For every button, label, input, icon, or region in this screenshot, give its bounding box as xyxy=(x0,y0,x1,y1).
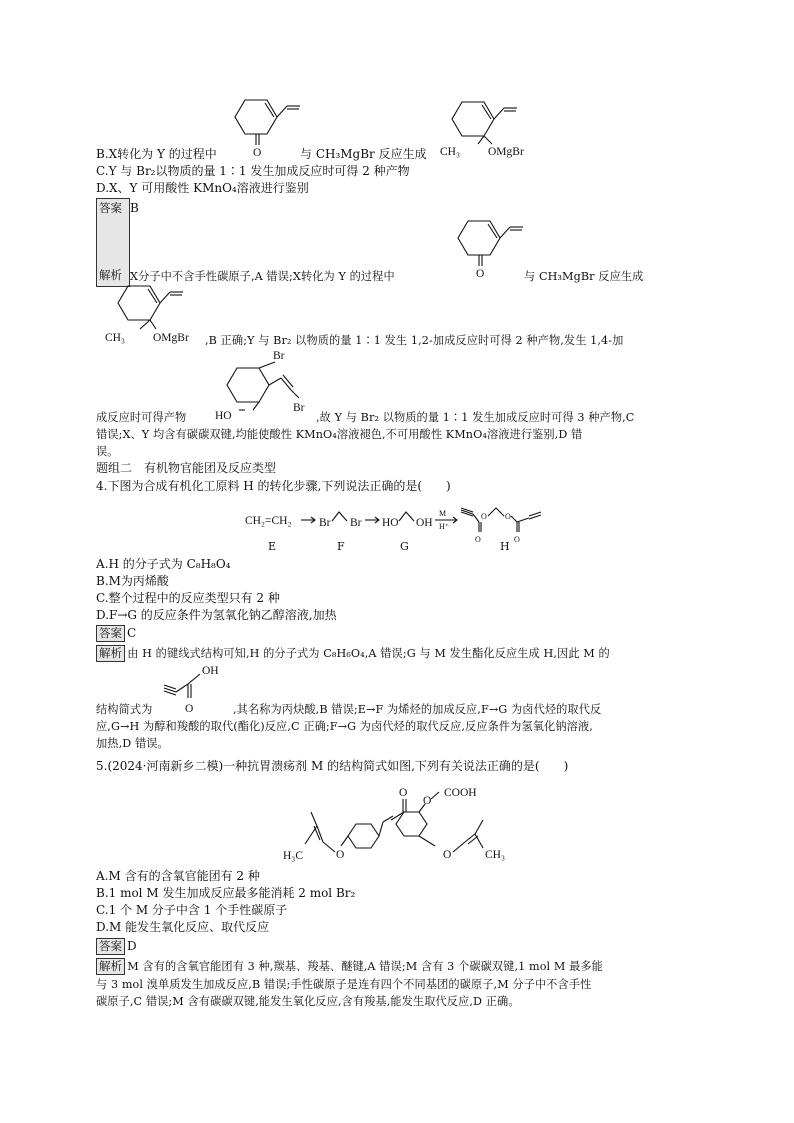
compound-e-formula: CH₂=CH₂ xyxy=(245,515,292,527)
svg-text:O: O xyxy=(481,512,487,521)
q3-answer: B xyxy=(130,201,139,215)
q4-option-b: B.M为丙烯酸 xyxy=(96,574,169,588)
q4-reaction-scheme xyxy=(243,494,543,554)
q5-answer: D xyxy=(127,939,137,953)
q5-answer-line xyxy=(96,938,137,955)
q3-explanation-4: 错误;X、Y 均含有碳碳双键,均能使酸性 KMnO₄溶液褪色,不可用酸性 KMnO₄溶液进行鉴别,D 错 xyxy=(96,428,583,441)
svg-text:Br: Br xyxy=(319,517,331,529)
q4-option-c: C.整个过程中的反应类型只有 2 种 xyxy=(96,591,280,605)
svg-text:O: O xyxy=(423,795,432,807)
q3-explanation-3a: 成反应时可得产物 xyxy=(96,411,187,424)
q5-option-d: D.M 能发生氧化反应、取代反应 xyxy=(96,920,270,934)
q3-option-c: C.Y 与 Br₂以物质的量 1∶1 发生加成反应时可得 2 种产物 xyxy=(96,164,410,178)
group-2-title: 题组二 有机物官能团及反应类型 xyxy=(96,461,277,475)
svg-text:OH: OH xyxy=(416,517,433,529)
svg-text:O: O xyxy=(336,849,345,861)
q5-explanation-3: 碳原子,C 错误;M 含有碳碳双键,能发生氧化反应,含有羧基,能发生取代反应,D 正确。 xyxy=(96,995,520,1008)
q4-option-a: A.H 的分子式为 C₈H₈O₄ xyxy=(96,557,231,571)
grignard-adduct-structure-2 xyxy=(100,284,210,344)
q5-option-b: B.1 mol M 发生加成反应最多能消耗 2 mol Br₂ xyxy=(96,886,356,900)
q5-option-a: A.M 含有的含氧官能团有 2 种 xyxy=(96,869,260,883)
svg-text:O: O xyxy=(475,535,481,544)
explanation-label: 解析 xyxy=(99,268,122,282)
q3-explanation-3b: ,故 Y 与 Br₂ 以物质的量 1∶1 发生加成反应时可得 3 种产物,C xyxy=(316,411,635,424)
svg-text:O: O xyxy=(476,268,485,280)
svg-text:H⁺: H⁺ xyxy=(439,522,449,531)
q5-explanation-1: 解析 M 含有的含氧官能团有 3 种,羰基、羧基、醚键,A 错误;M 含有 3 个碳碳双键,1 mol M 最多能 xyxy=(96,958,603,975)
svg-text:O: O xyxy=(253,147,262,159)
ketone-x-structure-2 xyxy=(458,216,528,281)
svg-text:COOH: COOH xyxy=(444,787,477,799)
propynoic-acid-structure xyxy=(160,662,230,717)
q3-explanation-1b: 与 CH₃MgBr 反应生成 xyxy=(524,270,644,283)
q5-option-c: C.1 个 M 分子中含 1 个手性碳原子 xyxy=(96,903,288,917)
svg-text:O: O xyxy=(399,787,408,799)
svg-text:O: O xyxy=(514,535,520,544)
q3-answer-box xyxy=(96,198,130,287)
q3-option-b-prefix: B.X转化为 Y 的过程中 xyxy=(96,147,217,161)
q4-explanation-2b: ,其名称为丙炔酸,B 错误;E→F 为烯烃的加成反应,F→G 为卤代烃的取代反 xyxy=(233,703,602,716)
q3-explanation-1a: X分子中不含手性碳原子,A 错误;X转化为 Y 的过程中 xyxy=(130,270,395,283)
svg-text:O: O xyxy=(185,703,194,715)
q5-explanation-2: 与 3 mol 溴单质发生加成反应,B 错误;手性碳原子是连有四个不同基团的碳原子,M 分子中不含手性 xyxy=(96,978,592,991)
label-h: H xyxy=(500,540,510,553)
q3-explanation-5: 误。 xyxy=(96,445,119,458)
svg-text:M: M xyxy=(439,509,447,518)
grignard-adduct-structure-1 xyxy=(440,100,550,160)
svg-text:OMgBr: OMgBr xyxy=(488,146,524,158)
answer-label: 答案 xyxy=(99,201,122,215)
q4-explanation-2a: 结构简式为 xyxy=(96,703,153,716)
label-g: G xyxy=(400,540,409,553)
answer-label: 答案 xyxy=(96,625,125,642)
svg-text:O: O xyxy=(443,849,452,861)
q4-explanation-4: 加热,D 错误。 xyxy=(96,737,169,750)
svg-text:CH₃: CH₃ xyxy=(440,146,460,158)
svg-text:OH: OH xyxy=(202,665,219,677)
svg-text:CH₃: CH₃ xyxy=(485,849,505,861)
dibromide-structure xyxy=(215,348,315,420)
svg-text:HO: HO xyxy=(382,517,399,529)
svg-text:CH₃: CH₃ xyxy=(105,332,125,344)
svg-text:Br: Br xyxy=(350,517,362,529)
explanation-label: 解析 xyxy=(96,958,125,975)
q4-explanation-3: 应,G→H 为醇和羧酸的取代(酯化)反应,C 正确;F→G 为卤代烃的取代反应,反应条件为氢氧化钠溶液, xyxy=(96,720,593,733)
q3-explanation-2: ,B 正确;Y 与 Br₂ 以物质的量 1∶1 发生 1,2-加成反应时可得 2 种产物,发生 1,4-加 xyxy=(205,334,624,347)
q3-option-b-suffix: 与 CH₃MgBr 反应生成 xyxy=(300,147,427,161)
svg-text:OMgBr: OMgBr xyxy=(153,332,189,344)
q4-option-d: D.F→G 的反应条件为氢氧化钠乙醇溶液,加热 xyxy=(96,608,337,622)
svg-text:Br: Br xyxy=(293,402,305,414)
svg-text:HO: HO xyxy=(215,410,232,422)
answer-label: 答案 xyxy=(96,938,125,955)
ketone-x-structure-1 xyxy=(235,95,305,160)
q5-stem: 5.(2024·河南新乡二模)一种抗胃溃疡剂 M 的结构简式如图,下列有关说法正确的是( ) xyxy=(96,759,569,773)
label-f: F xyxy=(337,540,345,553)
svg-text:Br: Br xyxy=(273,350,285,362)
svg-text:O: O xyxy=(505,512,511,521)
q4-answer: C xyxy=(127,626,137,640)
svg-text:H₃C: H₃C xyxy=(283,850,303,862)
q4-stem: 4.下图为合成有机化工原料 H 的转化步骤,下列说法正确的是( ) xyxy=(96,479,451,493)
q4-explanation-1: 解析 由 H 的键线式结构可知,H 的分子式为 C₈H₆O₄,A 错误;G 与 M 发生酯化反应生成 H,因此 M 的 xyxy=(96,645,610,662)
q4-answer-line xyxy=(96,625,136,642)
label-e: E xyxy=(268,540,277,553)
explanation-label: 解析 xyxy=(96,645,125,662)
q3-option-d: D.X、Y 可用酸性 KMnO₄溶液进行鉴别 xyxy=(96,181,309,195)
antiulcer-drug-m-structure xyxy=(283,782,533,864)
